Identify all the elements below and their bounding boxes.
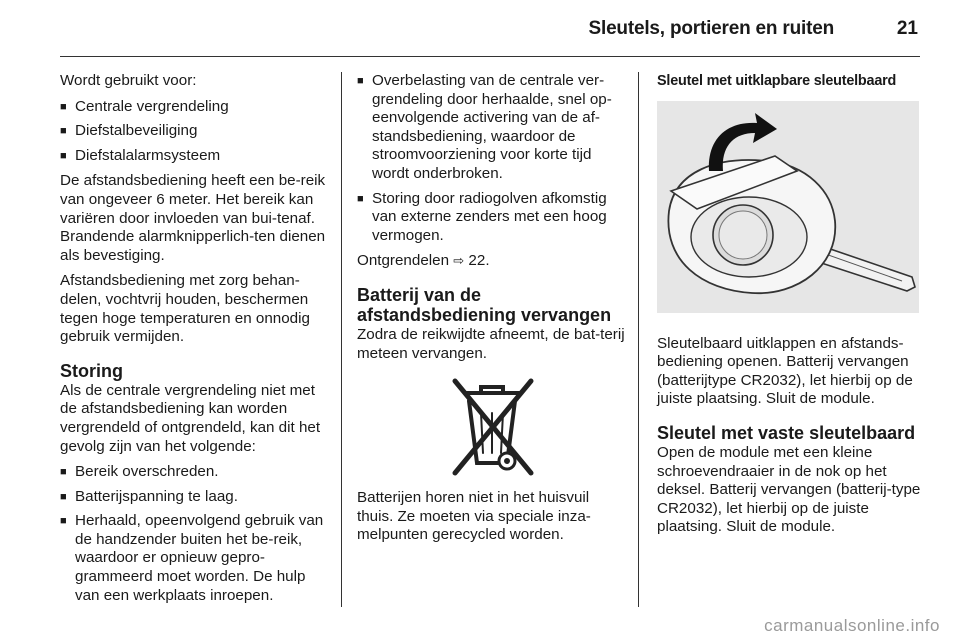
uses-list <box>60 98 330 166</box>
page-title: Sleutels, portieren en ruiten <box>588 18 834 39</box>
heading-foldkey: Sleutel met uitklapbare sleutelbaard <box>657 73 897 89</box>
list-item: ■ Storing door radiogolven afkomstig van externe zenders met een hoog vermogen. <box>357 189 607 244</box>
bullet-square-icon: ■ <box>60 149 67 162</box>
list-item: ■ Diefstalalarmsysteem <box>60 146 221 164</box>
range-paragraph: De afstandsbediening heeft een be-reik van ongeveer 6 meter. Het bereik kan variëren door invloeden van bui-tenaf. Brandende alarmknipperlich-ten dienen als bevestiging. <box>60 172 326 264</box>
page-number: 21 <box>896 18 918 39</box>
bullet-square-icon: ■ <box>357 192 364 205</box>
header-rule <box>60 56 920 57</box>
bullet-square-icon: ■ <box>60 100 67 113</box>
watermark: carmanualsonline.info <box>764 616 940 635</box>
list-item: ■ Bereik overschreden. <box>60 463 219 481</box>
list-item: ■ Batterijspanning te laag. <box>60 487 238 505</box>
list-item: ■ Herhaald, opeenvolgend gebruik van de handzender buiten het be-reik, waardoor er opnieuw gepro-grammeerd moet worden. De hulp van een werkplaats inroepen. <box>60 512 324 604</box>
column-left <box>60 72 330 612</box>
column-divider <box>638 72 639 607</box>
foldkey-paragraph: Sleutelbaard uitklappen en afstands-bediening openen. Batterij vervangen (batterijtype CR2032), let hierbij op de juiste plaatsing. Sluit de module. <box>657 334 913 408</box>
heading-battery: Batterij van de afstandsbediening vervangen <box>357 284 612 325</box>
bullet-square-icon: ■ <box>60 466 67 479</box>
bullet-square-icon: ■ <box>60 490 67 503</box>
key-battery-illustration <box>657 101 919 313</box>
fixedkey-paragraph: Open de module met een kleine schroevendraaier in de nok op het deksel. Batterij vervangen (batterij-type CR2032), let hierbij op de juiste plaatsing. Sluit de module. <box>657 443 921 536</box>
causes-list <box>60 463 330 605</box>
bullet-square-icon: ■ <box>60 125 67 138</box>
heading-storing: Storing <box>60 360 123 381</box>
bullet-square-icon: ■ <box>357 75 364 87</box>
heading-fixedkey: Sleutel met vaste sleutelbaard <box>657 422 916 443</box>
column-divider <box>341 72 342 607</box>
page-header <box>0 0 960 56</box>
list-item: ■ Overbelasting van de centrale ver-grendeling door herhaalde, snel op-eenvolgende activering van de af-standsbediening, waardoor de stroomvoorziening voor korte tijd wordt onderbroken. <box>357 72 612 182</box>
storing-paragraph: Als de centrale vergrendeling niet met de afstandsbediening kan worden vergrendeld of ontgrendeld, kan dit het gevolg zijn van het volgende: <box>60 381 321 455</box>
care-paragraph: Afstandsbediening met zorg behan-delen, vochtvrij houden, beschermen tegen hoge temperaturen en onnodig gebruik vermijden. <box>60 272 310 346</box>
page-reference: Ontgrendelen ⇨ 22. <box>357 252 490 270</box>
page-ref-arrow-icon: ⇨ <box>453 253 465 269</box>
causes-list-continued <box>357 72 627 245</box>
weee-crossed-bin-icon <box>357 371 627 479</box>
disposal-paragraph: Batterijen horen niet in het huisvuil thuis. Ze moeten via speciale inza-melpunten gerecycled worden. <box>357 489 591 544</box>
bullet-square-icon: ■ <box>60 515 67 528</box>
column-right <box>657 72 922 544</box>
battery-paragraph: Zodra de reikwijdte afneemt, de bat-terij meteen vervangen. <box>357 325 625 362</box>
uses-intro: Wordt gebruikt voor: <box>60 72 197 89</box>
column-middle <box>357 72 627 552</box>
list-item: ■ Diefstalbeveiliging <box>60 122 198 140</box>
list-item: ■ Centrale vergrendeling <box>60 97 229 115</box>
